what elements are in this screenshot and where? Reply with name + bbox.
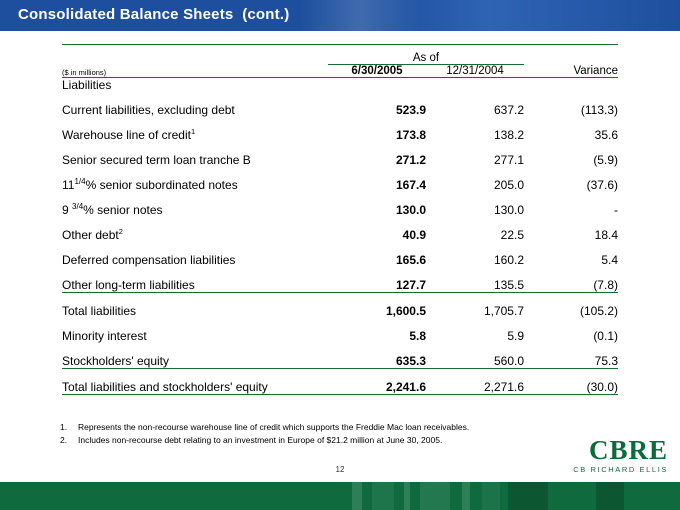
row-value-prior: 22.5 xyxy=(500,228,524,242)
row-value-prior: 5.9 xyxy=(507,329,524,343)
row-label: Senior secured term loan tranche B xyxy=(62,153,251,167)
table-row xyxy=(62,192,618,217)
row-value-variance: (37.6) xyxy=(586,178,618,192)
row-label: Warehouse line of credit$^1$ xyxy=(62,127,196,142)
spacer-cell xyxy=(62,44,328,65)
table-row xyxy=(62,92,618,117)
page-title: Consolidated Balance Sheets (cont.) xyxy=(18,6,290,23)
row-label: Minority interest xyxy=(62,329,147,343)
logo-tagline: CB RICHARD ELLIS xyxy=(573,465,668,474)
page-number: 12 xyxy=(335,465,345,474)
row-value-variance: 35.6 xyxy=(594,128,618,142)
footnote-item xyxy=(60,421,620,434)
footnote-marker: 2 xyxy=(118,227,123,236)
row-value-current: 127.7 xyxy=(328,267,426,293)
table-top-rule xyxy=(62,44,618,45)
section-title-row xyxy=(62,78,618,93)
table-row xyxy=(62,142,618,167)
table-row xyxy=(62,267,618,293)
row-value-variance: 5.4 xyxy=(601,253,618,267)
asof-label: As of xyxy=(328,44,524,65)
footer-stripe xyxy=(372,482,394,510)
row-value-current: 130.0 xyxy=(395,203,426,217)
row-label: 9 $^{3/4}$% senior notes xyxy=(62,202,163,217)
footnote-number: 1. xyxy=(60,422,68,432)
slide-header xyxy=(0,0,680,31)
footnote-text: Represents the non-recourse warehouse line of credit which supports the Freddie Mac loan receivables. xyxy=(78,422,470,432)
column-header-variance: Variance xyxy=(524,65,618,78)
row-value-current: 523.9 xyxy=(395,103,426,117)
row-value-prior: 135.5 xyxy=(426,267,524,293)
row-value-prior: 277.1 xyxy=(493,153,524,167)
footer-stripe-dark xyxy=(508,482,548,510)
table-row xyxy=(62,242,618,267)
units-note: ($ in millions) xyxy=(62,65,328,78)
column-header-prior: 12/31/2004 xyxy=(426,65,524,78)
row-value-variance: 18.4 xyxy=(594,228,618,242)
row-value-variance: (5.9) xyxy=(593,153,618,167)
table-row xyxy=(62,117,618,142)
footnote-marker: 1 xyxy=(190,127,196,136)
row-value-current: 5.8 xyxy=(409,329,426,343)
row-label: Total liabilities xyxy=(62,304,137,318)
footer-stripe xyxy=(352,482,362,510)
row-value-prior: 130.0 xyxy=(493,203,524,217)
row-value-prior: 637.2 xyxy=(493,103,524,117)
row-label: $11^{1/4}\%$ senior subordinated notes xyxy=(62,177,238,192)
footnote-number: 2. xyxy=(60,435,68,446)
row-value-variance: (7.8) xyxy=(524,267,618,293)
table-header-asof-row xyxy=(62,44,618,65)
footer-stripe-dark xyxy=(596,482,624,510)
footer-stripe xyxy=(482,482,500,510)
row-value-current: 167.4 xyxy=(395,178,426,192)
spacer-cell-2 xyxy=(524,44,618,65)
table-row xyxy=(62,217,618,242)
row-value-current: 635.3 xyxy=(328,343,426,369)
row-value-prior: 1,705.7 xyxy=(483,304,524,318)
section-title-liabilities: Liabilities xyxy=(62,78,112,92)
footnotes xyxy=(60,421,620,447)
footer-band xyxy=(0,482,680,510)
row-value-prior: 2,271.6 xyxy=(426,369,524,395)
row-value-prior: 138.2 xyxy=(493,128,524,142)
table-row-grand-total xyxy=(62,369,618,395)
row-value-variance: (105.2) xyxy=(579,304,618,318)
row-label: Current liabilities, excluding debt xyxy=(62,103,235,117)
footer-stripe xyxy=(420,482,450,510)
column-header-current: 6/30/2005 xyxy=(328,65,426,78)
row-value-variance: (0.1) xyxy=(593,329,618,343)
row-label: Total liabilities and stockholders' equity xyxy=(62,369,328,395)
table-row xyxy=(62,167,618,192)
table-row-total-liabilities xyxy=(62,293,618,319)
table-row-minority-interest xyxy=(62,318,618,343)
row-value-current: 40.9 xyxy=(402,228,426,242)
table-row-stockholders-equity xyxy=(62,343,618,369)
footnote-text: Includes non-recourse debt relating to an investment in Europe of $21.2 million at June 30, 2005. xyxy=(78,435,443,446)
row-label: Other debt$^2$ xyxy=(62,227,123,242)
row-value-prior: 560.0 xyxy=(426,343,524,369)
footnote-item xyxy=(60,434,620,447)
row-value-prior: 160.2 xyxy=(493,253,524,267)
row-value-variance: (30.0) xyxy=(524,369,618,395)
row-label: Deferred compensation liabilities xyxy=(62,253,236,267)
row-value-current: 1,600.5 xyxy=(385,304,426,318)
row-value-current: 165.6 xyxy=(395,253,426,267)
row-value-prior: 205.0 xyxy=(493,178,524,192)
row-value-variance: (113.3) xyxy=(580,103,618,117)
table-column-header-row xyxy=(62,65,618,78)
row-value-variance: - xyxy=(614,203,618,217)
header-sheen xyxy=(300,0,420,31)
financial-table-area xyxy=(0,44,680,395)
row-value-current: 173.8 xyxy=(395,128,426,142)
row-value-current: 271.2 xyxy=(395,153,426,167)
footer-stripe xyxy=(404,482,410,510)
row-label: Stockholders' equity xyxy=(62,343,328,369)
row-value-variance: 75.3 xyxy=(524,343,618,369)
row-label: Other long-term liabilities xyxy=(62,267,328,293)
logo-wordmark: CBRE xyxy=(588,435,668,465)
company-logo xyxy=(573,437,668,474)
row-value-current: 2,241.6 xyxy=(328,369,426,395)
balance-sheet-table xyxy=(62,44,618,395)
footer-stripe xyxy=(462,482,470,510)
